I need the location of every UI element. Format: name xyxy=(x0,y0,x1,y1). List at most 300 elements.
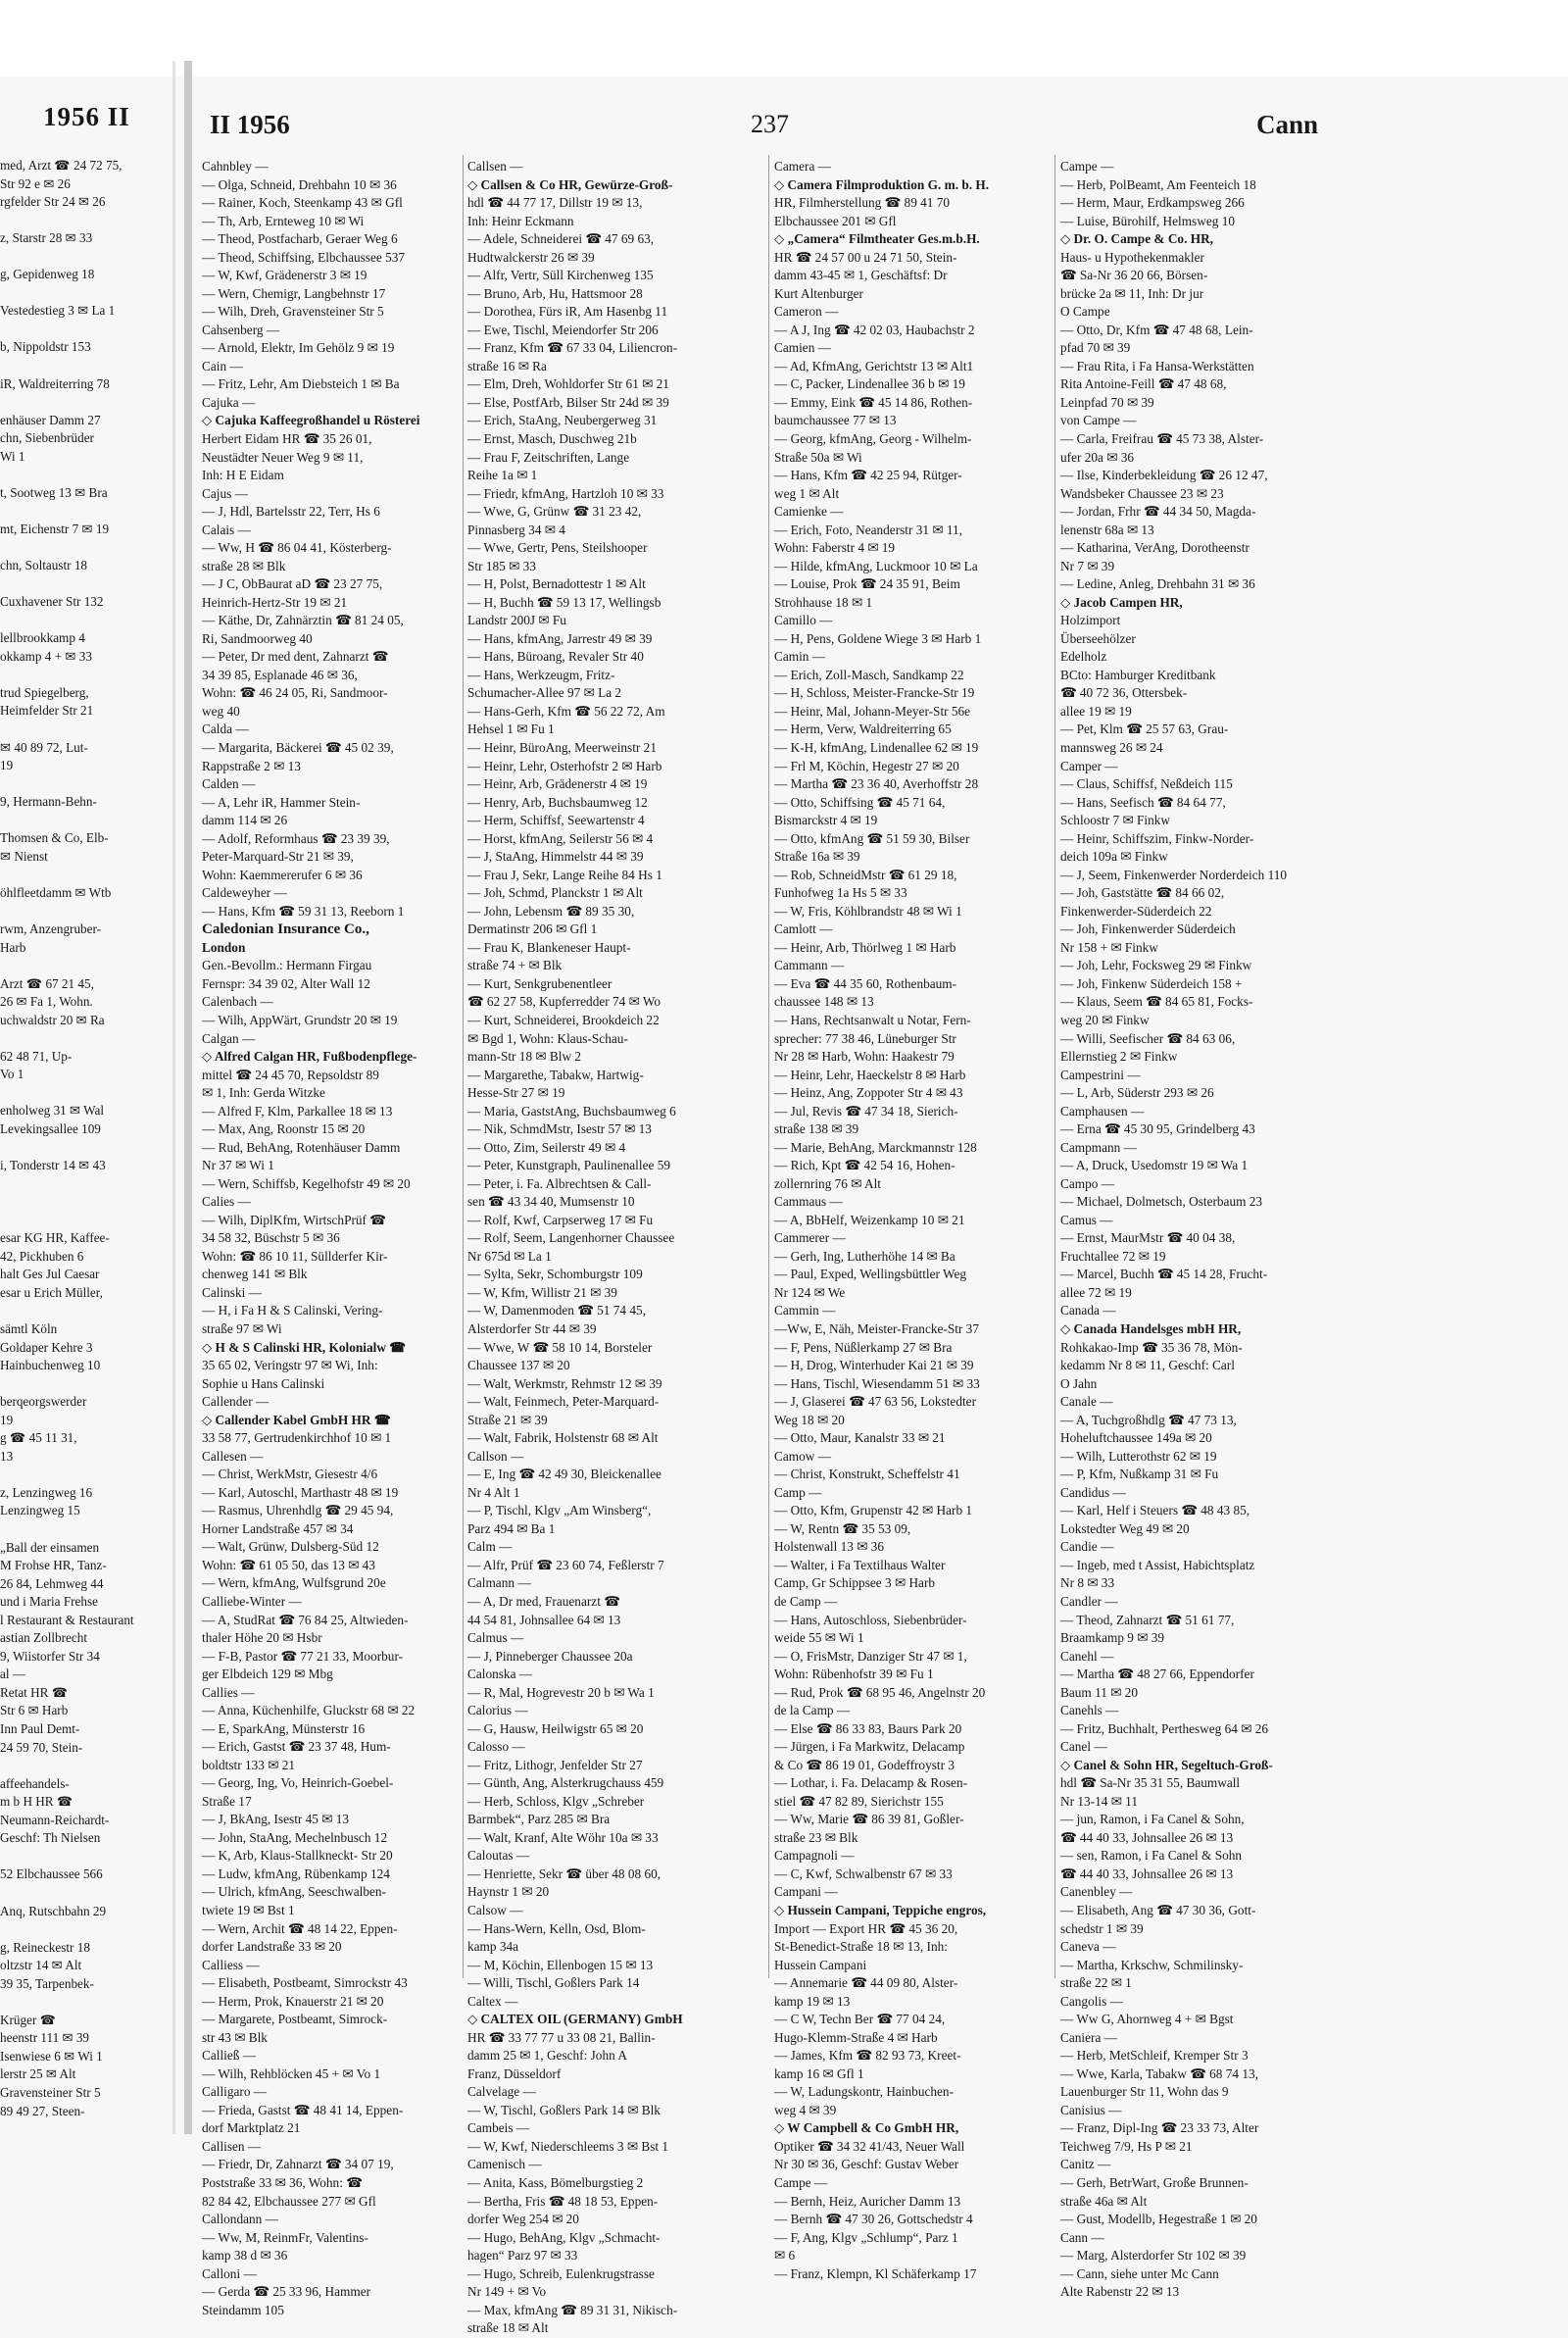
surname-heading: Calliess — xyxy=(202,1957,260,1972)
person-entry: — Erich, Foto, Neanderstr 31 ✉ 11, xyxy=(774,522,962,537)
person-entry: — Paul, Exped, Wellingsbüttler Weg xyxy=(774,1267,967,1282)
person-entry: — Ww, H ☎ 86 04 41, Kösterberg- xyxy=(202,540,392,556)
left-page-line xyxy=(0,284,174,303)
entry-continuation: Import — Export HR ☎ 45 36 20, xyxy=(774,1920,958,1936)
entry-continuation: ✉ Bgd 1, Wohn: Klaus-Schau- xyxy=(467,1030,628,1046)
left-page-line: 24 59 70, Stein- xyxy=(0,1739,83,1755)
entry-continuation: Alsterdorfer Str 44 ✉ 39 xyxy=(467,1321,597,1336)
person-entry: — John, StaAng, Mechelnbusch 12 xyxy=(202,1829,388,1845)
person-entry: — Bruno, Arb, Hu, Hattsmoor 28 xyxy=(467,285,643,301)
entry-continuation: 33 58 77, Gertrudenkirchhof 10 ✉ 1 xyxy=(202,1430,392,1446)
left-page-line xyxy=(0,1920,174,1939)
person-entry: — Friedr, kfmAng, Hartzloh 10 ✉ 33 xyxy=(467,485,664,501)
book-gutter xyxy=(184,61,192,2134)
person-entry: — Franz, Klempn, Kl Schäferkamp 17 xyxy=(774,2265,977,2281)
entry-continuation: Leinpfad 70 ✉ 39 xyxy=(1060,394,1154,410)
left-page-line: lerstr 25 ✉ Alt xyxy=(0,2066,76,2082)
entry-continuation: straße 16 ✉ Ra xyxy=(467,358,547,373)
person-entry: — Hans, Tischl, Wiesendamm 51 ✉ 33 xyxy=(774,1375,980,1391)
surname-heading: Camien — xyxy=(774,340,831,356)
person-entry: — Otto, Dr, Kfm ☎ 47 48 68, Lein- xyxy=(1060,322,1253,337)
surname-heading: Candler — xyxy=(1060,1593,1118,1609)
person-entry: — K-H, kfmAng, Lindenallee 62 ✉ 19 xyxy=(774,740,979,755)
left-page-line xyxy=(0,902,174,920)
surname-heading: Callender — xyxy=(202,1394,270,1410)
surname-heading: Campo — xyxy=(1060,1175,1115,1191)
person-entry: — Ad, KfmAng, Gerichtstr 13 ✉ Alt1 xyxy=(774,358,974,373)
person-entry: — Hans-Wern, Kelln, Osd, Blom- xyxy=(467,1920,646,1936)
entry-continuation: Haus- u Hypothekenmakler xyxy=(1060,249,1204,265)
person-entry: — Herm, Schiffsf, Seewartenstr 4 xyxy=(467,813,645,828)
entry-continuation: ☎ Sa-Nr 36 20 66, Börsen- xyxy=(1060,268,1208,283)
entry-continuation: Lokstedter Weg 49 ✉ 20 xyxy=(1060,1520,1190,1536)
surname-heading: Calonska — xyxy=(467,1666,533,1682)
entry-continuation: ger Elbdeich 129 ✉ Mbg xyxy=(202,1666,333,1682)
left-page-line: Str 92 e ✉ 26 xyxy=(0,175,71,191)
person-entry: — Ernst, Masch, Duschweg 21b xyxy=(467,430,637,446)
entry-continuation: Barmbek“, Parz 285 ✉ Bra xyxy=(467,1812,611,1827)
surname-heading: Calliebe-Winter — xyxy=(202,1593,302,1609)
person-entry: — Heinr, BüroAng, Meerweinstr 21 xyxy=(467,740,657,755)
person-entry: — Elisabeth, Postbeamt, Simrockstr 43 xyxy=(202,1975,408,1991)
person-entry: — Walt, Werkmstr, Rehmstr 12 ✉ 39 xyxy=(467,1375,662,1391)
person-entry: — Wern, kfmAng, Wulfsgrund 20e xyxy=(202,1575,386,1591)
person-entry: — Franz, Dipl-Ing ☎ 23 33 73, Alter xyxy=(1060,2120,1259,2136)
entry-continuation: Sophie u Hans Calinski xyxy=(202,1375,325,1391)
person-entry: — Elm, Dreh, Wohldorfer Str 61 ✉ 21 xyxy=(467,376,669,392)
surname-heading: de Camp — xyxy=(774,1593,838,1609)
surname-heading: Callsen — xyxy=(467,159,523,174)
firm-entry: ◇ CALTEX OIL (GERMANY) GmbH xyxy=(467,2012,683,2027)
person-entry: — Elisabeth, Ang ☎ 47 30 36, Gott- xyxy=(1060,1903,1256,1917)
surname-heading: Camphausen — xyxy=(1060,1103,1145,1119)
surname-heading: Calinski — xyxy=(202,1284,262,1300)
surname-heading: Camera — xyxy=(774,159,831,174)
left-page-line xyxy=(0,1212,174,1230)
entry-continuation: Fernspr: 34 39 02, Alter Wall 12 xyxy=(202,975,370,991)
surname-heading: Callisen — xyxy=(202,2138,262,2154)
left-page-line xyxy=(0,502,174,521)
entry-continuation: hdl ☎ Sa-Nr 35 31 55, Baumwall xyxy=(1060,1775,1241,1791)
person-entry: — Rasmus, Uhrenhdlg ☎ 29 45 94, xyxy=(202,1503,394,1518)
person-entry: — Otto, Maur, Kanalstr 33 ✉ 21 xyxy=(774,1430,946,1446)
entry-continuation: damm 114 ✉ 26 xyxy=(202,813,288,828)
entry-continuation: Straße 50a ✉ Wi xyxy=(774,449,862,465)
entry-continuation: 82 84 42, Elbchaussee 277 ✉ Gfl xyxy=(202,2193,376,2209)
person-entry: — John, Lebensm ☎ 89 35 30, xyxy=(467,903,635,919)
left-page-line: 62 48 71, Up- xyxy=(0,1048,73,1064)
left-page-fragment xyxy=(0,94,176,2134)
left-page-line: 9, Hermann-Behn- xyxy=(0,794,97,810)
person-entry: — C, Kwf, Schwalbenstr 67 ✉ 33 xyxy=(774,1865,953,1881)
entry-continuation: straße 74 + ✉ Blk xyxy=(467,958,563,973)
surname-heading: von Campe — xyxy=(1060,413,1137,428)
person-entry: — Herb, MetSchleif, Kremper Str 3 xyxy=(1060,2048,1249,2064)
person-entry: — Wern, Archit ☎ 48 14 22, Eppen- xyxy=(202,1920,398,1936)
entry-continuation: kamp 38 d ✉ 36 xyxy=(202,2248,288,2263)
left-page-line xyxy=(0,1993,174,2012)
entry-continuation: dorf Marktplatz 21 xyxy=(202,2120,301,2136)
surname-heading: Canel — xyxy=(1060,1739,1107,1755)
left-page-line: i, Tonderstr 14 ✉ 43 xyxy=(0,1158,106,1173)
entry-continuation: Alte Rabenstr 22 ✉ 13 xyxy=(1060,2284,1180,2300)
person-entry: — Herm, Prok, Knauerstr 21 ✉ 20 xyxy=(202,1993,384,2009)
person-entry: — Adolf, Reformhaus ☎ 23 39 39, xyxy=(202,830,390,846)
firm-entry: ◇ Canada Handelsges mbH HR, xyxy=(1060,1321,1242,1336)
person-entry: — Joh, Finkenw Süderdeich 158 + xyxy=(1060,975,1243,991)
left-page-line: Str 6 ✉ Harb xyxy=(0,1703,69,1718)
left-page-line: uchwaldstr 20 ✉ Ra xyxy=(0,1012,105,1027)
page-catchword: Cann xyxy=(1256,110,1319,139)
entry-continuation: mann-Str 18 ✉ Blw 2 xyxy=(467,1049,582,1065)
person-entry: — Anita, Kass, Bömelburgstieg 2 xyxy=(467,2174,644,2190)
left-page-line: 39 35, Tarpenbek- xyxy=(0,1975,94,1991)
person-entry: — Dorothea, Fürs iR, Am Hasenbg 11 xyxy=(467,304,668,320)
entry-continuation: damm 43-45 ✉ 1, Geschäftsf: Dr xyxy=(774,268,948,283)
left-page-line: okkamp 4 + ✉ 33 xyxy=(0,648,92,664)
person-entry: — Otto, Kfm, Grupenstr 42 ✉ Harb 1 xyxy=(774,1503,973,1518)
entry-continuation: HR ☎ 24 57 00 u 24 71 50, Stein- xyxy=(774,249,957,265)
entry-continuation: dorfer Landstraße 33 ✉ 20 xyxy=(202,1939,342,1955)
column-rule xyxy=(768,155,769,1978)
person-entry: — Horst, kfmAng, Seilerstr 56 ✉ 4 xyxy=(467,830,654,846)
person-entry: — Anna, Küchenhilfe, Gluckstr 68 ✉ 22 xyxy=(202,1703,416,1718)
surname-heading: Calden — xyxy=(202,776,256,792)
surname-heading: Caldeweyher — xyxy=(202,885,287,901)
entry-continuation: Funhofweg 1a Hs 5 ✉ 33 xyxy=(774,885,907,901)
left-page-line xyxy=(0,357,174,375)
entry-continuation: straße 22 ✉ 1 xyxy=(1060,1975,1132,1991)
person-entry: — Kurt, Schneiderei, Brookdeich 22 xyxy=(467,1012,660,1027)
entry-continuation: Nr 124 ✉ We xyxy=(774,1284,846,1300)
left-page-line xyxy=(0,612,174,630)
left-page-line: rwm, Anzengruber- xyxy=(0,920,102,936)
person-entry: — Marg, Alsterdorfer Str 102 ✉ 39 xyxy=(1060,2248,1247,2263)
person-entry: — Herb, PolBeamt, Am Feenteich 18 xyxy=(1060,176,1256,192)
person-entry: —Ww, E, Näh, Meister-Francke-Str 37 xyxy=(774,1321,979,1336)
person-entry: — Wilh, Lutterothstr 62 ✉ 19 xyxy=(1060,1448,1217,1464)
left-page-line: ✉ Nienst xyxy=(0,848,48,864)
person-entry: — Peter, Dr med dent, Zahnarzt ☎ xyxy=(202,649,389,665)
person-entry: — M, Köchin, Ellenbogen 15 ✉ 13 xyxy=(467,1957,654,1972)
left-page-line xyxy=(0,538,174,557)
entry-continuation: thaler Höhe 20 ✉ Hsbr xyxy=(202,1630,322,1646)
entry-continuation: Kurt Altenburger xyxy=(774,285,863,301)
entry-continuation: ☎ 44 40 33, Johnsallee 26 ✉ 13 xyxy=(1060,1829,1234,1845)
entry-continuation: Poststraße 33 ✉ 36, Wohn: ☎ xyxy=(202,2174,363,2190)
person-entry: — Fritz, Lithogr, Jenfelder Str 27 xyxy=(467,1757,643,1772)
person-entry: — H, Drog, Winterhuder Kai 21 ✉ 39 xyxy=(774,1358,974,1373)
person-entry: — J C, ObBaurat aD ☎ 23 27 75, xyxy=(202,576,383,592)
person-entry: — Wwe, G, Grünw ☎ 31 23 42, xyxy=(467,504,642,520)
entry-continuation: Finkenwerder-Süderdeich 22 xyxy=(1060,903,1212,919)
person-entry: — Marcel, Buchh ☎ 45 14 28, Frucht- xyxy=(1060,1267,1268,1282)
person-entry: — Lothar, i. Fa. Delacamp & Rosen- xyxy=(774,1775,968,1791)
entry-continuation: ✉ 6 xyxy=(774,2248,796,2263)
entry-continuation: Nr 158 + ✉ Finkw xyxy=(1060,939,1158,955)
person-entry: — Hugo, Schreib, Eulenkrugstrasse xyxy=(467,2265,655,2281)
surname-heading: Camienke — xyxy=(774,504,844,520)
entry-continuation: Neustädter Neuer Weg 9 ✉ 11, xyxy=(202,449,364,465)
surname-heading: Campagnoli — xyxy=(774,1848,855,1864)
left-page-line xyxy=(0,1029,174,1048)
left-page-line: g, Reineckestr 18 xyxy=(0,1939,90,1955)
surname-heading: Campestrini — xyxy=(1060,1067,1141,1082)
left-page-line xyxy=(0,1466,174,1484)
surname-heading: Calm — xyxy=(467,1539,513,1555)
surname-heading: Cahsenberg — xyxy=(202,322,280,337)
entry-continuation: Bismarckstr 4 ✉ 19 xyxy=(774,813,878,828)
entry-continuation: Reihe 1a ✉ 1 xyxy=(467,468,538,483)
entry-continuation: Wohn: ☎ 61 05 50, das 13 ✉ 43 xyxy=(202,1557,375,1572)
entry-continuation: Rita Antoine-Feill ☎ 47 48 68, xyxy=(1060,376,1227,392)
left-page-line xyxy=(0,866,174,884)
surname-heading: Canisius — xyxy=(1060,2102,1122,2117)
person-entry: — Jordan, Frhr ☎ 44 34 50, Magda- xyxy=(1060,504,1256,520)
directory-column-1 xyxy=(202,158,476,2319)
left-page-line: g ☎ 45 11 31, xyxy=(0,1430,77,1446)
person-entry: — Cann, siehe unter Mc Cann xyxy=(1060,2265,1219,2281)
person-entry: — Hans, Seefisch ☎ 84 64 77, xyxy=(1060,794,1226,810)
surname-heading: Cammerer — xyxy=(774,1230,846,1246)
person-entry: — H, Buchh ☎ 59 13 17, Wellingsb xyxy=(467,594,662,610)
left-page-line: Hainbuchenweg 10 xyxy=(0,1358,101,1373)
left-page-line: esar KG HR, Kaffee- xyxy=(0,1230,110,1246)
entry-continuation: straße 23 ✉ Blk xyxy=(774,1829,858,1845)
person-entry: — Adele, Schneiderei ☎ 47 69 63, xyxy=(467,231,655,247)
entry-continuation: ☎ 62 27 58, Kupferredder 74 ✉ Wo xyxy=(467,994,661,1010)
person-entry: — Else, PostfArb, Bilser Str 24d ✉ 39 xyxy=(467,394,669,410)
surname-heading: Calenbach — xyxy=(202,994,273,1010)
surname-heading: Campani — xyxy=(774,1884,838,1900)
person-entry: — Wilh, Rehblöcken 45 + ✉ Vo 1 xyxy=(202,2065,381,2081)
entry-continuation: Hoheluftchaussee 149a ✉ 20 xyxy=(1060,1430,1212,1446)
left-page-line xyxy=(0,812,174,830)
left-page-line xyxy=(0,1139,174,1158)
left-page-line: heenstr 111 ✉ 39 xyxy=(0,2030,90,2046)
person-entry: — sen, Ramon, i Fa Canel & Sohn xyxy=(1060,1848,1243,1864)
person-entry: — Theod, Postfacharb, Geraer Weg 6 xyxy=(202,231,398,247)
entry-continuation: straße 28 ✉ Blk xyxy=(202,558,286,573)
person-entry: — Margarete, Postbeamt, Simrock- xyxy=(202,2012,388,2027)
entry-continuation: Inh: Heinr Eckmann xyxy=(467,213,574,228)
left-page-line: Anq, Rutschbahn 29 xyxy=(0,1903,107,1918)
entry-continuation: Hugo-Klemm-Straße 4 ✉ Harb xyxy=(774,2029,938,2045)
left-page-line xyxy=(0,393,174,412)
left-page-line xyxy=(0,1884,174,1903)
left-page-line xyxy=(0,466,174,484)
person-entry: — Frieda, Gastst ☎ 48 41 14, Eppen- xyxy=(202,2102,404,2117)
person-entry: — Frau K, Blankeneser Haupt- xyxy=(467,939,631,955)
person-entry: — Wilh, AppWärt, Grundstr 20 ✉ 19 xyxy=(202,1012,398,1027)
person-entry: — Martha ☎ 23 36 40, Averhoffstr 28 xyxy=(774,776,979,792)
left-page-line: 13 xyxy=(0,1448,14,1464)
person-entry: — O, FrisMstr, Danziger Str 47 ✉ 1, xyxy=(774,1648,967,1664)
firm-entry: ◇ Callsen & Co HR, Gewürze-Groß- xyxy=(467,176,673,192)
person-entry: — Wilh, Dreh, Gravensteiner Str 5 xyxy=(202,304,384,320)
surname-heading: Camper — xyxy=(1060,758,1118,773)
left-page-line: enholweg 31 ✉ Wal xyxy=(0,1103,105,1119)
entry-continuation: deich 109a ✉ Finkw xyxy=(1060,849,1168,865)
person-entry: — Heinz, Ang, Zoppoter Str 4 ✉ 43 xyxy=(774,1085,963,1101)
person-entry: — Henriette, Sekr ☎ über 48 08 60, xyxy=(467,1865,662,1881)
person-entry: — Heinr, Lehr, Haeckelstr 8 ✉ Harb xyxy=(774,1067,966,1082)
person-entry: — Max, Ang, Roonstr 15 ✉ 20 xyxy=(202,1121,366,1137)
person-entry: — Ludw, kfmAng, Rübenkamp 124 xyxy=(202,1865,390,1881)
person-entry: — Frau J, Sekr, Lange Reihe 84 Hs 1 xyxy=(467,867,662,882)
person-entry: — Peter, Kunstgraph, Paulinenallee 59 xyxy=(467,1158,670,1173)
entry-continuation: straße 138 ✉ 39 xyxy=(774,1121,859,1137)
person-entry: — Erna ☎ 45 30 95, Grindelberg 43 xyxy=(1060,1121,1255,1137)
entry-continuation: baumchaussee 77 ✉ 13 xyxy=(774,413,897,428)
entry-continuation: kamp 34a xyxy=(467,1939,519,1955)
person-entry: — Nik, SchmdMstr, Isestr 57 ✉ 13 xyxy=(467,1121,652,1137)
directory-column-2 xyxy=(467,158,767,2338)
entry-continuation: Landstr 200J ✉ Fu xyxy=(467,613,566,628)
firm-entry: ◇ Alfred Calgan HR, Fußbodenpflege- xyxy=(202,1049,417,1065)
person-entry: — Theod, Schiffsing, Elbchaussee 537 xyxy=(202,249,406,265)
entry-continuation: Hesse-Str 27 ✉ 19 xyxy=(467,1085,565,1101)
scan-margin xyxy=(0,0,1568,76)
entry-continuation: ✉ 1, Inh: Gerda Witzke xyxy=(202,1085,325,1101)
entry-continuation: Rappstraße 2 ✉ 13 xyxy=(202,758,301,773)
firm-entry: ◇ W Campbell & Co GmbH HR, xyxy=(774,2120,959,2136)
left-page-line xyxy=(0,1375,174,1394)
person-entry: — Bernh ☎ 47 30 26, Gottschedstr 4 xyxy=(774,2212,973,2227)
person-entry: — Hans, Kfm ☎ 42 25 94, Rütger- xyxy=(774,468,962,483)
person-entry: — W, Kfm, Willistr 21 ✉ 39 xyxy=(467,1284,617,1300)
person-entry: — J, Pinneberger Chaussee 20a xyxy=(467,1648,633,1664)
entry-continuation: Straße 21 ✉ 39 xyxy=(467,1412,548,1427)
left-page-line: Thomsen & Co, Elb- xyxy=(0,830,109,846)
person-entry: — Martha, Krkschw, Schmilinsky- xyxy=(1060,1957,1244,1972)
left-page-column xyxy=(0,157,174,2120)
person-entry: — Wern, Schiffsb, Kegelhofstr 49 ✉ 20 xyxy=(202,1175,411,1191)
left-page-line: Lenzingweg 15 xyxy=(0,1503,80,1518)
person-entry: — Herm, Verw, Waldreiterring 65 xyxy=(774,721,952,737)
surname-heading: Cangolis — xyxy=(1060,1993,1123,2009)
entry-continuation: weg 20 ✉ Finkw xyxy=(1060,1012,1150,1027)
surname-heading: Cammann — xyxy=(774,958,845,973)
person-entry: — Hans, kfmAng, Jarrestr 49 ✉ 39 xyxy=(467,630,653,646)
left-page-line: mt, Eichenstr 7 ✉ 19 xyxy=(0,521,110,536)
person-entry: — Karl, Autoschl, Marthastr 48 ✉ 19 xyxy=(202,1484,399,1500)
person-entry: — Michael, Dolmetsch, Osterbaum 23 xyxy=(1060,1194,1263,1210)
person-entry: — A, Dr med, Frauenarzt ☎ xyxy=(467,1593,620,1609)
surname-heading: Cameron — xyxy=(774,304,839,320)
person-entry: — Herm, Maur, Erdkampsweg 266 xyxy=(1060,195,1245,211)
left-page-line: Krüger ☎ xyxy=(0,2012,57,2027)
surname-heading: Canenbley — xyxy=(1060,1884,1133,1900)
entry-continuation: lenenstr 68a ✉ 13 xyxy=(1060,522,1154,537)
person-entry: — Heinr, Arb, Grädenerstr 4 ✉ 19 xyxy=(467,776,648,792)
left-page-line xyxy=(0,775,174,794)
left-page-line xyxy=(0,666,174,684)
left-page-line: lellbrookkamp 4 xyxy=(0,630,85,646)
surname-heading: Caneva — xyxy=(1060,1939,1116,1955)
entry-continuation: damm 25 ✉ 1, Geschf: John A xyxy=(467,2048,627,2064)
person-entry: — Wwe, Karla, Tabakw ☎ 68 74 13, xyxy=(1060,2065,1258,2081)
person-entry: — Arnold, Elektr, Im Gehölz 9 ✉ 19 xyxy=(202,340,395,356)
person-entry: — A, Druck, Usedomstr 19 ✉ Wa 1 xyxy=(1060,1158,1249,1173)
person-entry: — Georg, Ing, Vo, Heinrich-Goebel- xyxy=(202,1775,394,1791)
person-entry: — H, Pens, Goldene Wiege 3 ✉ Harb 1 xyxy=(774,630,982,646)
person-entry: — Alfred F, Klm, Parkallee 18 ✉ 13 xyxy=(202,1103,393,1119)
left-page-line: Inn Paul Demt- xyxy=(0,1721,80,1737)
person-entry: — Frau Rita, i Fa Hansa-Werkstätten xyxy=(1060,358,1254,373)
person-entry: — Walt, Feinmech, Peter-Marquard- xyxy=(467,1394,660,1410)
person-entry: — W, Rentn ☎ 35 53 09, xyxy=(774,1520,911,1536)
entry-continuation: Pinnasberg 34 ✉ 4 xyxy=(467,522,565,537)
entry-continuation: Str 185 ✉ 33 xyxy=(467,558,536,573)
entry-continuation: Peter-Marquard-Str 21 ✉ 39, xyxy=(202,849,354,865)
person-entry: — L, Arb, Süderstr 293 ✉ 26 xyxy=(1060,1085,1214,1101)
left-page-line: z, Lenzingweg 16 xyxy=(0,1484,93,1500)
person-entry: — Henry, Arb, Buchsbaumweg 12 xyxy=(467,794,648,810)
surname-heading: Caloutas — xyxy=(467,1848,530,1864)
left-page-line: iR, Waldreiterring 78 xyxy=(0,375,110,391)
entry-continuation: Caledonian Insurance Co., xyxy=(202,921,369,938)
person-entry: — Margarita, Bäckerei ☎ 45 02 39, xyxy=(202,740,394,755)
person-entry: — Hans, Autoschloss, Siebenbrüder- xyxy=(774,1612,967,1627)
left-page-line: l Restaurant & Restaurant xyxy=(0,1612,134,1627)
firm-entry: ◇ H & S Calinski HR, Kolonialw ☎ xyxy=(202,1339,406,1355)
left-page-line: trud Spiegelberg, xyxy=(0,684,89,700)
left-page-line xyxy=(0,1193,174,1212)
surname-heading: Callson — xyxy=(467,1448,524,1464)
surname-heading: Calies — xyxy=(202,1194,251,1210)
entry-continuation: hdl ☎ 44 77 17, Dillstr 19 ✉ 13, xyxy=(467,195,643,211)
person-entry: — Eva ☎ 44 35 60, Rothenbaum- xyxy=(774,975,957,991)
person-entry: — C W, Techn Ber ☎ 77 04 24, xyxy=(774,2012,946,2027)
entry-continuation: Holstenwall 13 ✉ 36 xyxy=(774,1539,884,1555)
left-page-line: 26 84, Lehmweg 44 xyxy=(0,1575,104,1591)
entry-continuation: Nr 30 ✉ 36, Geschf: Gustav Weber xyxy=(774,2157,959,2172)
person-entry: — Hugo, BehAng, Klgv „Schmacht- xyxy=(467,2229,661,2245)
entry-continuation: hagen“ Parz 97 ✉ 33 xyxy=(467,2248,578,2263)
person-entry: — J, BkAng, Isestr 45 ✉ 13 xyxy=(202,1812,350,1827)
left-page-line: med, Arzt ☎ 24 72 75, xyxy=(0,158,122,173)
entry-continuation: Nr 7 ✉ 39 xyxy=(1060,558,1115,573)
person-entry: — Annemarie ☎ 44 09 80, Alster- xyxy=(774,1975,958,1991)
page-number: 237 xyxy=(751,110,789,138)
person-entry: — Carla, Freifrau ☎ 45 73 38, Alster- xyxy=(1060,430,1264,446)
person-entry: — Otto, kfmAng ☎ 51 59 30, Bilser xyxy=(774,830,970,846)
entry-continuation: Gen.-Bevollm.: Hermann Firgau xyxy=(202,958,372,973)
surname-heading: Camenisch — xyxy=(467,2157,542,2172)
entry-continuation: St-Benedict-Straße 18 ✉ 13, Inh: xyxy=(774,1939,948,1955)
surname-heading: Cambeis — xyxy=(467,2120,530,2136)
person-entry: — Emmy, Eink ☎ 45 14 86, Rothen- xyxy=(774,394,973,410)
person-entry: — Joh, Lehr, Focksweg 29 ✉ Finkw xyxy=(1060,958,1252,973)
left-page-line xyxy=(0,248,174,267)
entry-continuation: twiete 19 ✉ Bst 1 xyxy=(202,1903,295,1917)
person-entry: — Maria, GaststAng, Buchsbaumweg 6 xyxy=(467,1103,676,1119)
left-page-line: oltzstr 14 ✉ Alt xyxy=(0,1958,82,1973)
person-entry: — Ernst, MaurMstr ☎ 40 04 38, xyxy=(1060,1230,1236,1246)
entry-continuation: kamp 16 ✉ Gfl 1 xyxy=(774,2065,864,2081)
left-page-line xyxy=(0,575,174,594)
surname-heading: Candidus — xyxy=(1060,1484,1126,1500)
left-page-line: 89 49 27, Steen- xyxy=(0,2103,85,2118)
person-entry: — Ewe, Tischl, Meiendorfer Str 206 xyxy=(467,322,659,337)
entry-continuation: Herbert Eidam HR ☎ 35 26 01, xyxy=(202,430,372,446)
surname-heading: de la Camp — xyxy=(774,1703,851,1718)
surname-heading: Camin — xyxy=(774,649,826,665)
surname-heading: Cammaus — xyxy=(774,1194,843,1210)
entry-continuation: Horner Landstraße 457 ✉ 34 xyxy=(202,1520,354,1536)
surname-heading: Cann — xyxy=(1060,2229,1104,2245)
